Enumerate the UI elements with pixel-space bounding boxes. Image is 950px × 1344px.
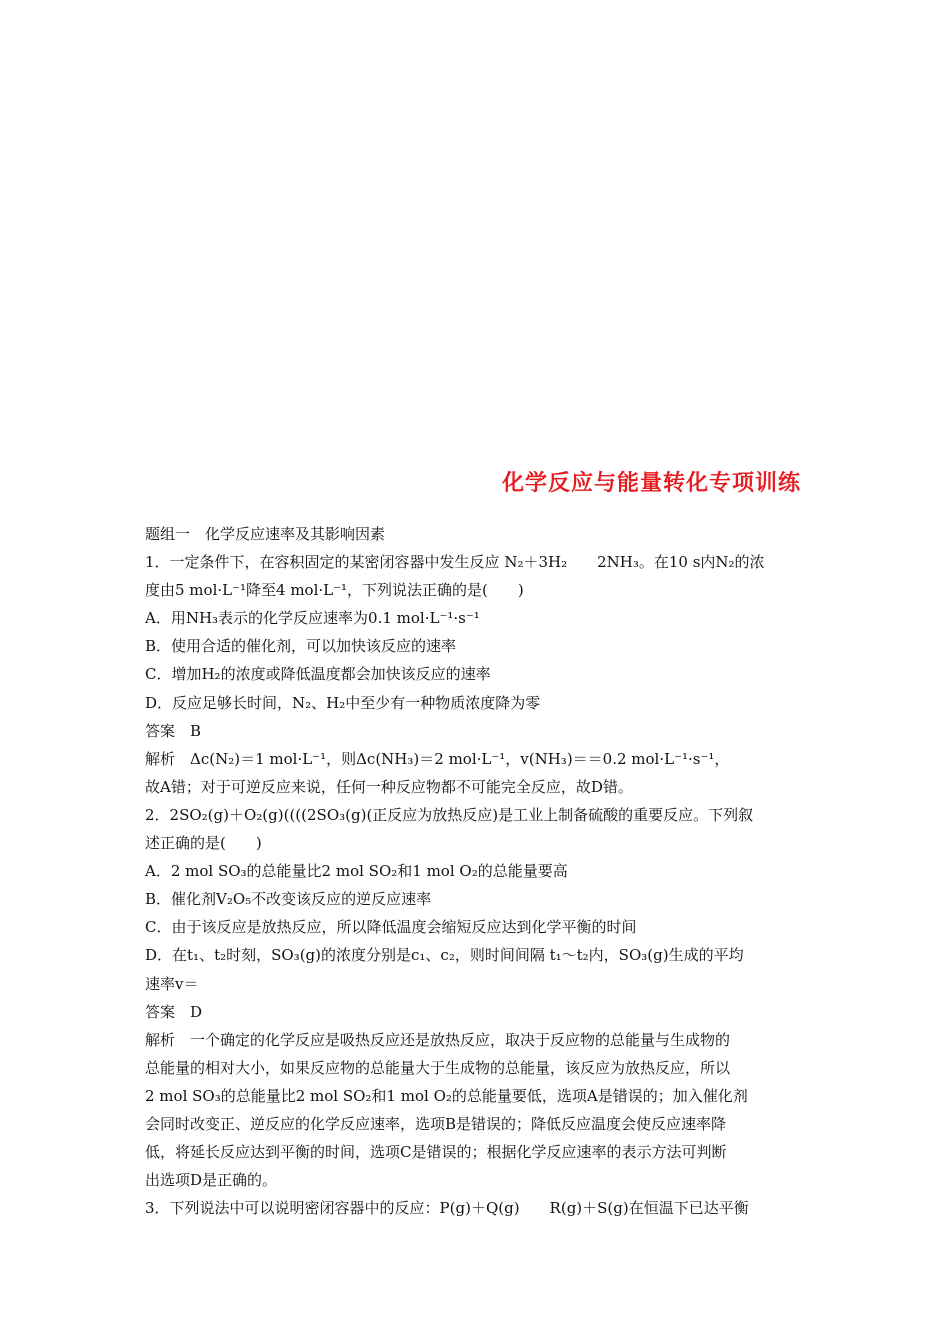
question-1-option-a: A．用NH₃表示的化学反应速率为0.1 mol·L⁻¹·s⁻¹ — [145, 609, 480, 628]
document-title: 化学反应与能量转化专项训练 — [502, 471, 802, 496]
question-1-answer: 答案 B — [145, 721, 202, 740]
question-2-option-b: B．催化剂V₂O₅不改变该反应的逆反应速率 — [145, 890, 432, 909]
question-2-option-a: A．2 mol SO₃的总能量比2 mol SO₂和1 mol O₂的总能量要高 — [145, 862, 568, 881]
question-1-option-c: C．增加H₂的浓度或降低温度都会加快该反应的速率 — [145, 665, 491, 684]
question-2-explanation: 会同时改变正、逆反应的化学反应速率，选项B是错误的；降低反应温度会使反应速率降 — [145, 1114, 727, 1133]
question-1-explanation: 故A错；对于可逆反应来说，任何一种反应物都不可能完全反应，故D错。 — [145, 777, 633, 796]
question-1-text: 度由5 mol·L⁻¹降至4 mol·L⁻¹，下列说法正确的是( ) — [145, 581, 524, 600]
question-2-option-d: D．在t₁、t₂时刻，SO₃(g)的浓度分别是c₁、c₂，则时间间隔 t₁～t₂内，SO₃(g)生成的平均 — [145, 946, 744, 965]
question-1-option-b: B．使用合适的催化剂，可以加快该反应的速率 — [145, 637, 457, 656]
question-2-explanation: 2 mol SO₃的总能量比2 mol SO₂和1 mol O₂的总能量要低，选项A是错误的；加入催化剂 — [145, 1086, 748, 1105]
question-1-explanation: 解析 Δc(N₂)＝1 mol·L⁻¹，则Δc(NH₃)＝2 mol·L⁻¹，v(NH₃)＝＝0.2 mol·L⁻¹·s⁻¹， — [145, 749, 730, 768]
question-2-option-c: C．由于该反应是放热反应，所以降低温度会缩短反应达到化学平衡的时间 — [145, 918, 637, 937]
question-1-text: 1．一定条件下，在容积固定的某密闭容器中发生反应 N₂＋3H₂ 2NH₃。在10 s内N₂的浓 — [145, 553, 765, 572]
question-2-explanation: 出选项D是正确的。 — [145, 1171, 278, 1190]
question-1-option-d: D．反应足够长时间，N₂、H₂中至少有一种物质浓度降为零 — [145, 693, 541, 712]
document-body — [145, 520, 810, 1222]
question-2-explanation: 低，将延长反应达到平衡的时间，选项C是错误的；根据化学反应速率的表示方法可判断 — [145, 1143, 727, 1162]
question-2-option-d: 速率v＝ — [145, 974, 199, 993]
question-2-answer: 答案 D — [145, 1002, 203, 1021]
question-2-text: 2．2SO₂(g)＋O₂(g)((((2SO₃(g)(正反应为放热反应)是工业上制备硫酸的重要反应。下列叙 — [145, 805, 754, 824]
question-2-explanation: 总能量的相对大小，如果反应物的总能量大于生成物的总能量，该反应为放热反应，所以 — [145, 1058, 731, 1077]
question-3-text: 3．下列说法中可以说明密闭容器中的反应：P(g)＋Q(g) R(g)＋S(g)在恒温下已达平衡 — [145, 1199, 749, 1218]
section-heading: 题组一 化学反应速率及其影响因素 — [145, 525, 386, 543]
question-2-text: 述正确的是( ) — [145, 834, 262, 853]
question-2-explanation: 解析 一个确定的化学反应是吸热反应还是放热反应，取决于反应物的总能量与生成物的 — [145, 1030, 731, 1049]
